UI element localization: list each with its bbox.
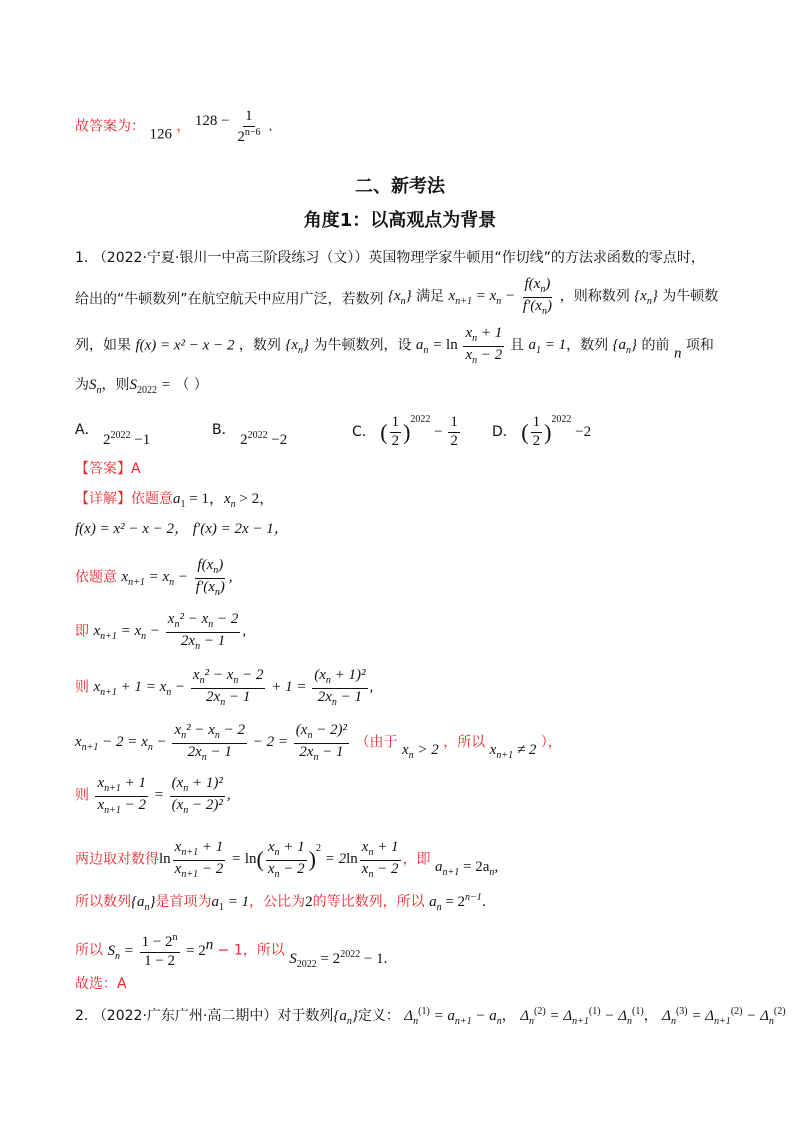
problem2-comma-2: ， [643,1008,658,1024]
option-C-label: C． [352,424,376,440]
option-C-frac-num: 1 [448,415,460,433]
sum-S2022: $S_{2022}$ = [129,377,171,396]
detail-cond1-var: a [173,491,181,507]
problem2-line1: 2. （2022·广东广州·高二期中）对于数列$\{a_n\}$定义： $\Delta_n^{(1)} = a_{n+1} - a_n$， $\Delta_n^{(2)} = \Delta_{n+1}^{(1)} - \Delta_n^{(1)}$， $\Delta_n^{(3)} = \Delta_{n+1}^{(2)} - \Delta_n^{(2)}$ [75,1006,786,1027]
top-answer-frac-den: 2 [237,128,245,145]
problem1-line4-b: ，则 [101,377,130,393]
line-minus2: $x_{n+1} - 2 = x_n$ − $\frac{x_n^2 - x_n - 2}{2x_n - 1}$ − 2 = $\frac{(x_n - 2)^2}{2x_n - 1}$ （由于 $x_n > 2$ ，所以 $x_{n+1} \ne 2$ ）， [75,722,562,763]
top-answer-frac-num: 1 [243,109,255,127]
top-answer-comma: ， [176,118,191,135]
line-liangbian: 两边取对数得 [75,851,159,868]
detail-cond2-var: x [223,491,231,507]
problem1-line4-c: （ ） [175,377,208,393]
option-D-exp: 2022 [551,414,572,425]
option-C-tail: − [434,424,443,440]
option-A-base: 2 [103,432,111,448]
choose-answer: 故选：A [75,976,127,992]
option-C-exp: 2022 [410,414,431,425]
line-ze-label: 则 [75,679,89,696]
line-ji: 即 $x_{n+1} = x_n$ − $\frac{x_n^2 - x_n - 2}{2x_n - 1}$ , [75,611,247,652]
problem1-line2-c: ，则称数列 [559,288,630,305]
problem1-line3-d: 且 [510,337,525,354]
line-an-exp: n−1 [465,892,482,903]
seq-xn-3: $\{x_n\}$ [285,337,310,357]
problem1-line2-b: 满足 [416,288,445,305]
line-ze: 则 $x_{n+1} + 1 = x_n$ − $\frac{x_n^2 - x_n - 2}{2x_n - 1}$ + 1 = $\frac{(x_n + 1)^2}{2x_n - 1}$ , [75,667,374,708]
line-ze2: 则 $\frac{x_{n+1} + 1}{x_{n+1} - 2}$ = $\frac{(x_n + 1)^2}{(x_n - 2)^2}$ , [75,775,231,816]
detail-cond1-rest: = 1， [185,491,224,507]
sum-Sn: $S_n$ [89,377,102,396]
line-S2022-val: = 2 [316,950,341,967]
line-S2022-exp: 2022 [340,948,361,960]
top-answer-value2-prefix: 128 − [194,112,230,129]
line-ji2-expr-rest: = 2a [459,859,490,876]
section-heading: 二、新考法 [355,176,445,197]
line-ze2-label: 则 [75,787,89,804]
line-S-eq: = 2 [186,942,206,959]
line-gongbi: ，公比为 [249,894,306,910]
top-answer [75,109,273,146]
problem1-line3-a: 列，如果 [75,337,131,354]
line-an-rest: = 2 [441,894,466,910]
problem1-line3-b: ，数列 [238,337,281,354]
line-youyu-end: ）， [540,734,562,751]
option-A [75,420,151,448]
problem1-line3-g: 项和 [685,337,714,354]
problem2-define: 定义： [357,1008,400,1024]
line-ji2-expr: a [435,859,443,876]
option-D-label: D． [492,424,517,440]
option-C: C． ( $\frac{1}{2}$ )$^{2022}$ − $\frac{1}{2}$ [352,414,458,450]
line-S2022-tail: − 1. [360,950,388,967]
detail-label: 【详解】依题意 [75,491,173,507]
problem1-source: （2022·宁夏·银川一中高三阶段练习（文）） [92,250,369,266]
line-ji-label: 即 [75,623,89,640]
option-B-tail: −2 [267,432,288,448]
problem1-line1 [75,250,705,267]
line-yitiyi: 依题意 $x_{n+1} = x_n$ − $\frac{f(x_n)}{f'(x_n)}$ , [75,557,233,598]
line-geometric: 所以数列$\{a_n\}$是首项为$a_1 = 1$，公比为2的等比数列，所以 $a_n = 2^{n-1}$. [75,892,487,913]
an-definition: $a_n = \ln$ $\frac{x_n + 1}{x_n - 2}$ [415,325,503,366]
detail-cond2-rest: > 2， [235,491,275,507]
problem2-source: （2022·广东广州·高二期中） [92,1008,278,1024]
seq-an: $\{a_n\}$ [612,337,638,357]
line-S2022-var: S [289,950,297,967]
option-B-label: B． [212,422,236,438]
problem1-line4-a: 为 [75,377,89,393]
option-A-label: A． [75,422,99,438]
option-B-base: 2 [240,432,248,448]
line-yitiyi-label: 依题意 [75,569,117,586]
option-A-tail: −1 [130,432,151,448]
line-suoyi-S: 所以 [75,942,103,959]
seq-xn-2: $\{x_n\}$ [634,288,658,308]
problem1-line3 [75,326,714,366]
option-D: D． ( $\frac{1}{2}$ )$^{2022}$ −2 [492,414,592,450]
option-C-frac-den: 2 [450,433,458,450]
option-D-tail: −2 [575,424,592,440]
line-sum: 所以 $S_n$ = $\frac{1 - 2^n}{1 - 2}$ = $2^n - 1$，所以 $S_{2022} = 2^{2022} - 1$. [75,932,388,970]
newton-iteration-formula: $x_{n+1} = x_n$ − $\frac{f(x_n)}{f'(x_n)}$ [448,276,552,317]
problem1-line2-d: 为牛顿数 [662,288,719,305]
top-answer-end: . [268,118,273,135]
line-S2022-sub: 2022 [296,958,317,970]
option-A-exp: 2022 [110,430,131,441]
line-f-derivative: f(x) = x² − x − 2， f′(x) = 2x − 1， [75,521,289,537]
option-B-exp: 2022 [247,430,268,441]
problem1-line2 [75,277,718,317]
line-suoyi: ，所以 [443,734,486,751]
problem2-number: 2. [75,1008,89,1024]
problem1-line3-f: 的前 [641,337,670,354]
line-log: 两边取对数得ln $\frac{x_{n+1} + 1}{x_{n+1} - 2}$ = ln( $\frac{x_n + 1}{x_n - 2}$ )$^2$ = 2ln $\frac{x_n + 1}{x_n - 2}$ ，即 $a_{n+1} = 2a_n$, [75,839,499,880]
line-suoyishulie: 所以数列 [75,894,131,910]
top-answer-label: 故答案为： [75,118,145,135]
problem1-line3-e: ，数列 [566,337,609,354]
seq-xn: $\{x_n\}$ [387,288,412,308]
top-answer-value1: 126 [149,126,172,143]
function-f: f(x) = x² − x − 2 [135,337,235,354]
line-youyu: （由于 [355,734,398,751]
problem2-comma-1: ， [501,1008,516,1024]
problem2-text: 对于数列 [277,1008,334,1024]
line-S-tail: − 1，所以 [213,942,285,959]
problem1-line1-text: 英国物理学家牛顿用“作切线”的方法求函数的零点时， [368,250,705,266]
a1-condition: $a_1 = 1$ [528,337,567,357]
top-answer-value2 [194,108,268,145]
top-answer-frac-exp: n−6 [244,126,261,138]
detail-line: 【详解】依题意$a_1 = 1$，$x_n > 2$， [75,491,275,510]
line-shishouxiang: 是首项为 [155,894,212,910]
line-an-var: a [429,894,437,910]
variable-n: n [673,345,682,362]
line-ji2: ，即 [402,851,431,868]
problem1-number: 1. [75,250,89,266]
line-an-end: . [481,894,487,910]
problem1-line3-c: 为牛顿数列，设 [313,337,412,354]
problem1-line2-a: 给出的“牛顿数列”在航空航天中应用广泛，若数列 [75,291,384,308]
problem1-line4 [75,376,208,397]
line-dengbi: 的等比数列，所以 [312,894,425,910]
option-B [212,420,288,448]
section-subheading: 角度1：以高观点为背景 [303,210,497,231]
answer-label: 【答案】A [75,461,141,477]
line-gongbi-val: 2 [305,894,313,910]
top-answer-fraction [235,109,262,146]
line-S-exp: n [205,936,214,953]
